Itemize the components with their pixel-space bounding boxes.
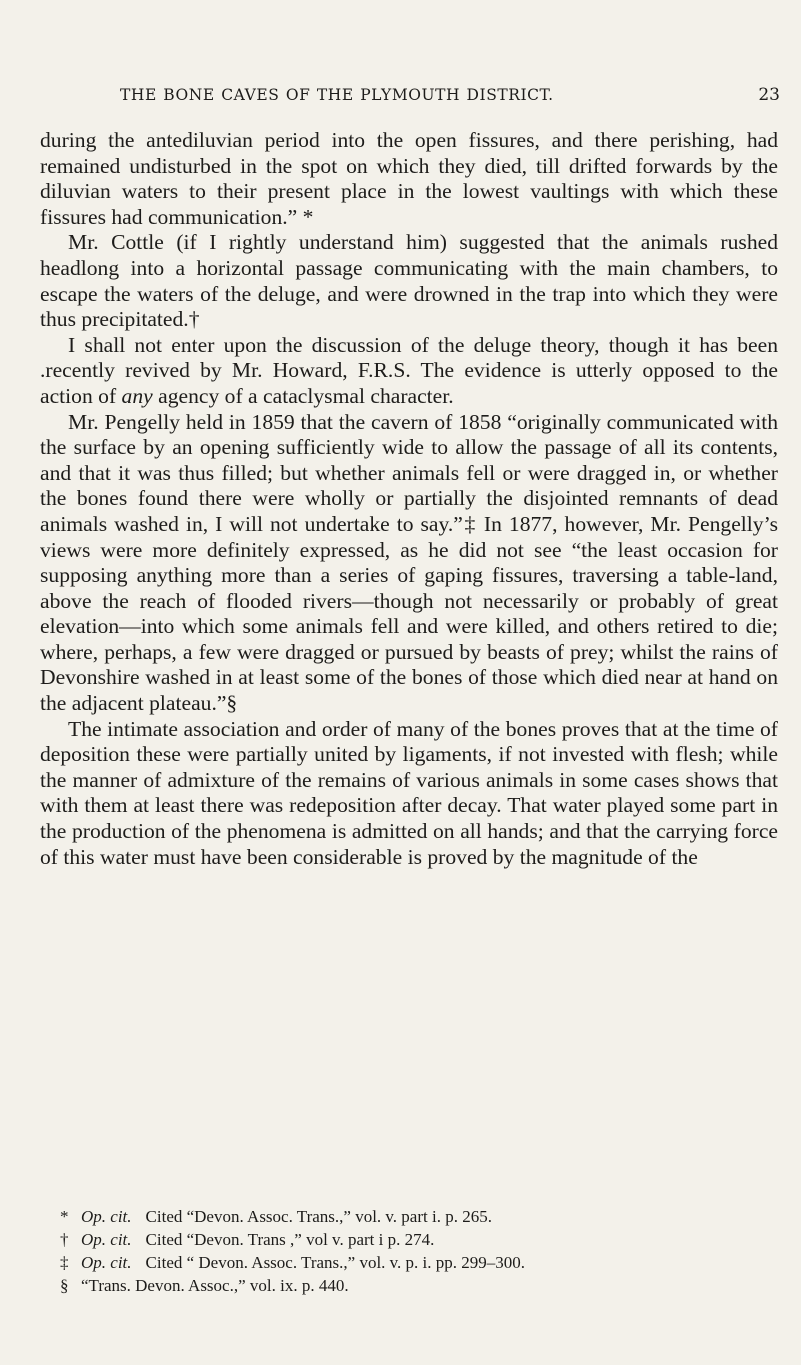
text-segment: Mr. Cottle (if I rightly understand him) suggested that the animals rushed headlong into a horizontal passage communicating with the main chambers, to escape the waters of the deluge, and were drowned in the trap into which they were thus precipitated.† <box>40 230 778 332</box>
paragraph <box>40 128 778 230</box>
text-segment: Mr. Pengelly held in 1859 that the cavern of 1858 “originally communicated with the surface by an opening sufficiently wide to allow the passage of all its contents, and that it was thus filled; but whether animals fell or were dragged in, or whether the bones found there were wholly or partially the disjointed remnants of dead animals washed in, I will not undertake to say.”‡ In 1877, however, Mr. Pengelly’s views were more definitely expressed, as he did not see “the least occasion for supposing anything more than a series of gaping fissures, traversing a table-land, above the reach of flooded rivers—though not necessarily or probably of great elevation—into which some animals fell and were killed, and others retired to die; where, perhaps, a few were dragged or pursued by beasts of prey; whilst the rains of Devonshire washed in at least some of the bones of those which died near at hand on the adjacent plateau.”§ <box>40 409 778 716</box>
italic-text: any <box>121 383 153 408</box>
paragraph <box>40 333 778 410</box>
paragraph <box>40 717 778 871</box>
footnote <box>60 1274 760 1297</box>
footnote-source: Op. cit. <box>81 1207 132 1226</box>
footnote <box>60 1205 760 1228</box>
text-segment: The intimate association and order of many of the bones proves that at the time of deposition these were partially united by ligaments, if not invested with flesh; while the manner of admixture of the remains of various animals in some cases shows that with them at least there was redeposition after decay. That water played some part in the production of the phenomena is admitted on all hands; and that the carrying force of this water must have been considerable is proved by the magnitude of the <box>40 716 778 869</box>
running-title: THE BONE CAVES OF THE PLYMOUTH DISTRICT. <box>120 86 554 104</box>
footnote-mark: ‡ <box>60 1253 69 1272</box>
footnote-source: Op. cit. <box>81 1230 132 1249</box>
footnote <box>60 1228 760 1251</box>
page-number: 23 <box>758 85 780 105</box>
footnote-mark: † <box>60 1230 69 1249</box>
footnote-mark: § <box>60 1276 69 1295</box>
footnote-source: Op. cit. <box>81 1253 132 1272</box>
running-header <box>120 86 780 110</box>
text-segment: during the antediluvian period into the open fissures, and there perishing, had remained undisturbed in the spot on which they died, till drifted forwards by the diluvian waters to their present place in the lowest vaultings with which these fissures had communication.” * <box>40 128 778 229</box>
footnote-mark: * <box>60 1207 69 1226</box>
paragraph <box>40 230 778 332</box>
text-segment: I shall not enter upon the discussion of the deluge theory, though it has been .recently revived by Mr. Howard, F.R.S. The evidence is utterly opposed to the action of <box>40 332 778 408</box>
footnotes <box>60 1205 760 1297</box>
footnote-text: Cited “Devon. Trans ,” vol v. part i p. 274. <box>145 1230 435 1249</box>
body-text <box>40 128 778 870</box>
footnote <box>60 1251 760 1274</box>
footnote-text: “Trans. Devon. Assoc.,” vol. ix. p. 440. <box>81 1276 349 1295</box>
text-segment: agency of a cataclysmal character. <box>152 383 454 408</box>
paragraph <box>40 410 778 717</box>
footnote-text: Cited “Devon. Assoc. Trans.,” vol. v. part i. p. 265. <box>145 1207 492 1226</box>
footnote-text: Cited “ Devon. Assoc. Trans.,” vol. v. p. i. pp. 299–300. <box>145 1253 526 1272</box>
